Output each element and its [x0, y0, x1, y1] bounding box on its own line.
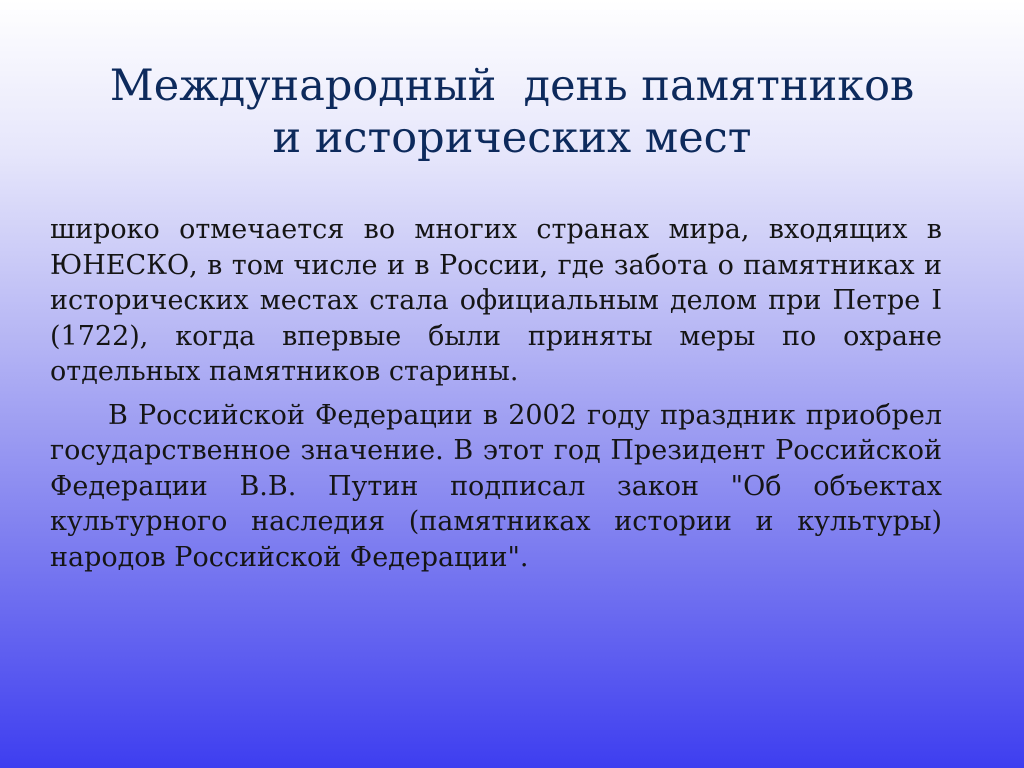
slide-title [0, 60, 1024, 164]
slide-title-line-1: Международный день памятников [109, 61, 915, 111]
body-paragraph-1: широко отмечается во многих странах мира, входящих в ЮНЕСКО, в том числе и в России, где забота о памятниках и исторических местах стала официальным делом при Петре I (1722), когда впервые были приняты меры по охране отдельных памятников старины. [50, 214, 942, 387]
slide-title-line-2: и исторических мест [272, 113, 752, 163]
slide-body [50, 212, 942, 575]
body-paragraph-2: В Российской Федерации в 2002 году праздник приобрел государственное значение. В этот год Президент Российской Федерации В.В. Путин подписал закон "Об объектах культурного наследия (памятниках истории и культуры) народов Российской Федерации". [50, 399, 942, 573]
